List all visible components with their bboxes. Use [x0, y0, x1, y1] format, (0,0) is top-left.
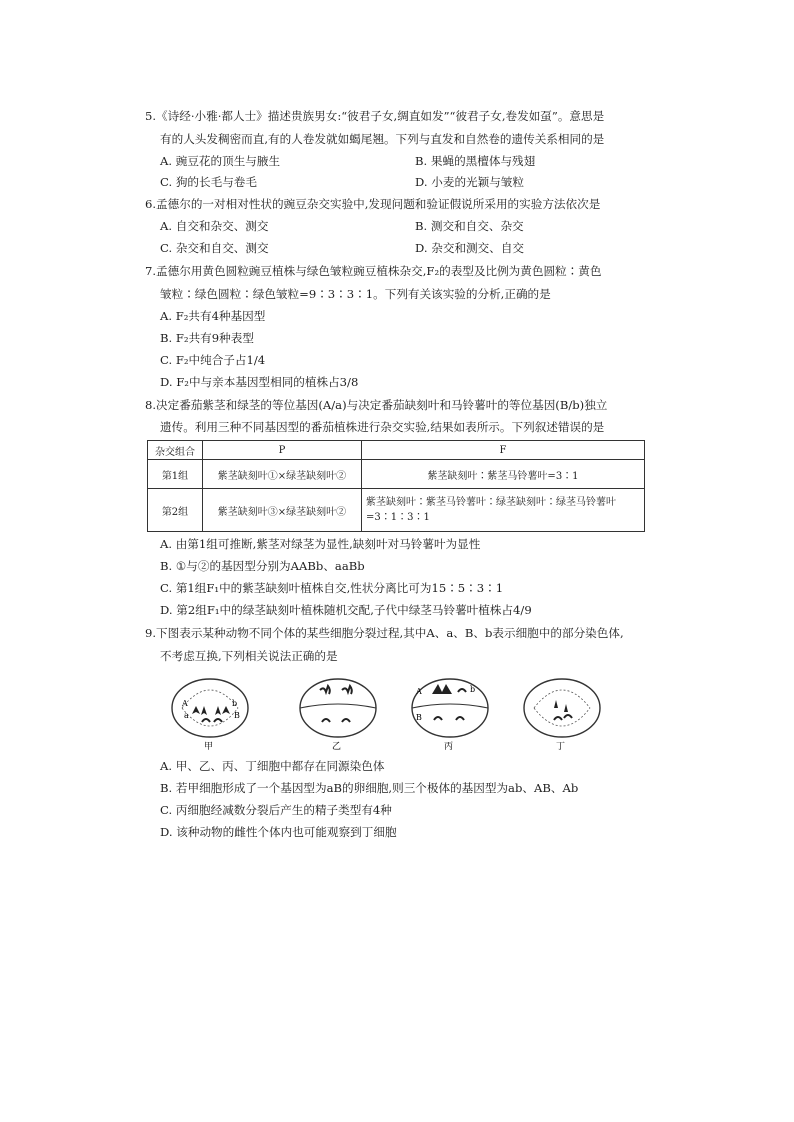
gene-label-b: b	[470, 685, 476, 694]
q5-option-a: A. 豌豆花的顶生与腋生	[160, 154, 281, 168]
table-header-row	[148, 441, 645, 460]
cross-results-table	[147, 440, 645, 532]
table-cell: 紫茎缺刻叶∶紫茎马铃薯叶=3∶1	[362, 460, 645, 489]
cell-division-figures	[170, 670, 620, 752]
q9-option-c: C. 丙细胞经减数分裂后产生的精子类型有4种	[160, 803, 392, 817]
q7-option-b: B. F₂共有9种表型	[160, 331, 254, 345]
cell-label-bing: 丙	[444, 742, 454, 752]
gene-label-B: B	[416, 713, 422, 722]
q5-stem-line2: 有的人头发稠密而直,有的人卷发就如蝎尾翘。下列与直发和自然卷的遗传关系相同的是	[160, 132, 605, 146]
q8-option-d: D. 第2组F₁中的绿茎缺刻叶植株随机交配,子代中绿茎马铃薯叶植株占4/9	[160, 603, 532, 617]
table-row	[148, 460, 645, 489]
q5-option-d: D. 小麦的光颖与皱粒	[415, 175, 525, 189]
cell-label-yi: 乙	[332, 742, 342, 752]
q5-stem-line1: 5.《诗经·小雅·都人士》描述贵族男女:“彼君子女,绸直如发”“彼君子女,卷发如虿”。意思是	[145, 109, 605, 123]
q5-option-c: C. 狗的长毛与卷毛	[160, 175, 257, 189]
q7-option-a: A. F₂共有4种基因型	[160, 309, 266, 323]
q9-option-b: B. 若甲细胞形成了一个基因型为aB的卵细胞,则三个极体的基因型为ab、AB、Ab	[160, 781, 579, 795]
q9-option-d: D. 该种动物的雌性个体内也可能观察到丁细胞	[160, 825, 397, 839]
q5-option-b: B. 果蝇的黑檀体与残翅	[415, 154, 536, 168]
gene-label-A: A	[182, 699, 188, 708]
q6-stem: 6.孟德尔的一对相对性状的豌豆杂交实验中,发现问题和验证假说所采用的实验方法依次是	[145, 197, 601, 211]
q6-option-b: B. 测交和自交、杂交	[415, 219, 524, 233]
table-cell: 第1组	[148, 460, 203, 489]
gene-label-b: b	[232, 699, 238, 708]
cell-jia	[172, 679, 248, 752]
q6-option-d: D. 杂交和测交、自交	[415, 241, 525, 255]
gene-label-a: a	[184, 711, 189, 720]
q7-option-d: D. F₂中与亲本基因型相同的植株占3/8	[160, 375, 359, 389]
q8-option-c: C. 第1组F₁中的紫茎缺刻叶植株自交,性状分离比可为15∶5∶3∶1	[160, 581, 504, 595]
table-header: F	[362, 441, 645, 460]
table-cell: 紫茎缺刻叶③×绿茎缺刻叶②	[203, 489, 362, 532]
table-cell: 第2组	[148, 489, 203, 532]
cell-label-ding: 丁	[556, 742, 566, 752]
q7-option-c: C. F₂中纯合子占1/4	[160, 353, 266, 367]
q9-stem-line2: 不考虑互换,下列相关说法正确的是	[160, 649, 338, 663]
cell-ding	[524, 679, 600, 752]
cell-bing	[412, 679, 488, 752]
gene-label-B: B	[234, 711, 240, 720]
q9-stem-line1: 9.下图表示某种动物不同个体的某些细胞分裂过程,其中A、a、B、b表示细胞中的部分染色体,	[145, 626, 624, 640]
q8-option-b: B. ①与②的基因型分别为AABb、aaBb	[160, 559, 365, 573]
q9-option-a: A. 甲、乙、丙、丁细胞中都存在同源染色体	[160, 759, 385, 773]
q6-option-c: C. 杂交和自交、测交	[160, 241, 269, 255]
q8-stem-line1: 8.决定番茄紫茎和绿茎的等位基因(A/a)与决定番茄缺刻叶和马铃薯叶的等位基因(B/b)独立	[145, 398, 608, 412]
table-cell: 紫茎缺刻叶∶紫茎马铃薯叶∶绿茎缺刻叶∶绿茎马铃薯叶=3∶1∶3∶1	[362, 489, 645, 532]
cell-yi	[300, 679, 376, 752]
cell-label-jia: 甲	[204, 742, 214, 752]
q7-stem-line1: 7.孟德尔用黄色圆粒豌豆植株与绿色皱粒豌豆植株杂交,F₂的表型及比例为黄色圆粒∶黄色	[145, 264, 602, 278]
q6-option-a: A. 自交和杂交、测交	[160, 219, 269, 233]
q8-stem-line2: 遗传。利用三种不同基因型的番茄植株进行杂交实验,结果如表所示。下列叙述错误的是	[160, 420, 605, 434]
table-row	[148, 489, 645, 532]
table-header: P	[203, 441, 362, 460]
q8-option-a: A. 由第1组可推断,紫茎对绿茎为显性,缺刻叶对马铃薯叶为显性	[160, 537, 481, 551]
q7-stem-line2: 皱粒∶绿色圆粒∶绿色皱粒=9∶3∶3∶1。下列有关该实验的分析,正确的是	[160, 287, 551, 301]
table-cell: 紫茎缺刻叶①×绿茎缺刻叶②	[203, 460, 362, 489]
table-header: 杂交组合	[148, 441, 203, 460]
gene-label-A: A	[416, 687, 422, 696]
